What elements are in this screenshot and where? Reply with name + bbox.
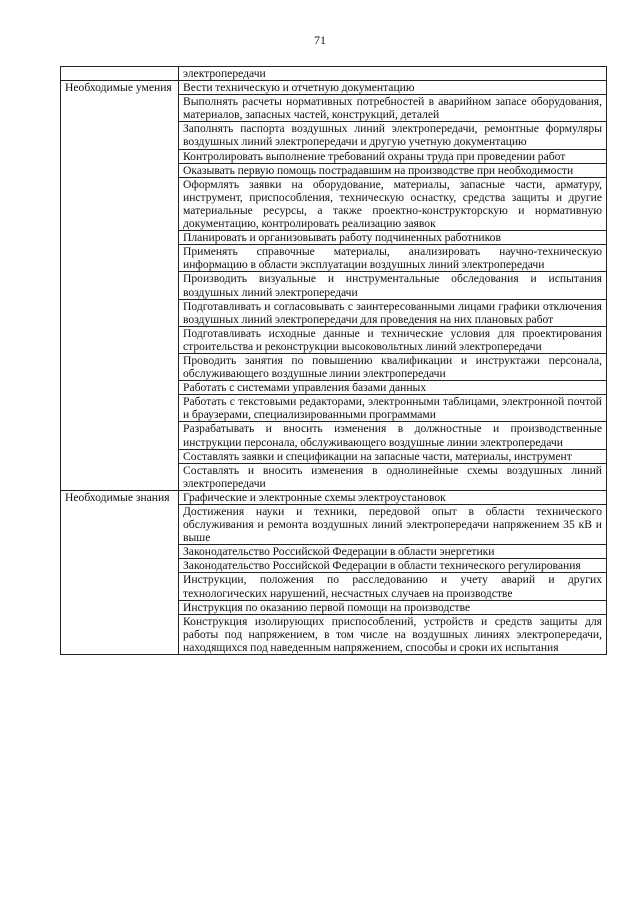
- requirement-item: Инструкции, положения по расследованию и учету аварий и других технологических нарушений, несчастных случаев на производстве: [179, 573, 607, 600]
- table-row: [61, 67, 607, 81]
- requirement-item: Конструкция изолирующих приспособлений, устройств и средств защиты для работы под напряжением, в том числе на воздушных линиях электропередачи, находящихся под наведенным напряжением, способы и сроки их испытания: [179, 614, 607, 654]
- requirement-item: Контролировать выполнение требований охраны труда при проведении работ: [179, 149, 607, 163]
- requirement-item: Выполнять расчеты нормативных потребностей в аварийном запасе оборудования, материалов, запасных частей, конструкций, деталей: [179, 95, 607, 122]
- continuation-cell: электропередачи: [179, 67, 607, 81]
- requirement-item: Оказывать первую помощь пострадавшим на производстве при необходимости: [179, 163, 607, 177]
- requirement-item: Инструкция по оказанию первой помощи на производстве: [179, 600, 607, 614]
- requirement-item: Составлять и вносить изменения в однолинейные схемы воздушных линий электропередачи: [179, 463, 607, 490]
- requirement-item: Составлять заявки и спецификации на запасные части, материалы, инструмент: [179, 449, 607, 463]
- empty-cell: [61, 67, 179, 81]
- requirement-item: Работать с системами управления базами данных: [179, 381, 607, 395]
- requirement-item: Заполнять паспорта воздушных линий электропередачи, ремонтные формуляры воздушных линий электропередачи и другую учетную документацию: [179, 122, 607, 149]
- requirement-item: Достижения науки и техники, передовой опыт в области технического обслуживания и ремонта воздушных линий электропередачи напряжением 35 кВ и выше: [179, 505, 607, 545]
- section-category: Необходимые умения: [61, 81, 179, 491]
- requirement-item: Разрабатывать и вносить изменения в должностные и производственные инструкции персонала, обслуживающего воздушные линии электропередачи: [179, 422, 607, 449]
- requirement-item: Проводить занятия по повышению квалификации и инструктажи персонала, обслуживающего воздушные линии электропередачи: [179, 353, 607, 380]
- requirement-item: Графические и электронные схемы электроустановок: [179, 490, 607, 504]
- requirements-table: [60, 66, 607, 655]
- table-row: [61, 81, 607, 95]
- table-row: [61, 490, 607, 504]
- requirement-item: Вести техническую и отчетную документацию: [179, 81, 607, 95]
- requirement-item: Применять справочные материалы, анализировать научно-техническую информацию в области эксплуатации воздушных линий электропередачи: [179, 245, 607, 272]
- requirement-item: Подготавливать исходные данные и технические условия для проектирования строительства и реконструкции высоковольтных линий электропередачи: [179, 326, 607, 353]
- requirement-item: Подготавливать и согласовывать с заинтересованными лицами графики отключения воздушных линий электропередачи для проведения на них плановых работ: [179, 299, 607, 326]
- section-category: Необходимые знания: [61, 490, 179, 654]
- requirement-item: Производить визуальные и инструментальные обследования и испытания воздушных линий электропередачи: [179, 272, 607, 299]
- requirement-item: Работать с текстовыми редакторами, электронными таблицами, электронной почтой и браузерами, специализированными программами: [179, 395, 607, 422]
- requirement-item: Законодательство Российской Федерации в области энергетики: [179, 545, 607, 559]
- page-number: 71: [314, 33, 326, 47]
- requirement-item: Законодательство Российской Федерации в области технического регулирования: [179, 559, 607, 573]
- requirement-item: Оформлять заявки на оборудование, материалы, запасные части, арматуру, инструмент, приспособления, техническую оснастку, средства защиты и другие материальные ресурсы, а также проектно-конструкторскую и нормативную документацию, контролировать реализацию заявок: [179, 177, 607, 230]
- requirement-item: Планировать и организовывать работу подчиненных работников: [179, 231, 607, 245]
